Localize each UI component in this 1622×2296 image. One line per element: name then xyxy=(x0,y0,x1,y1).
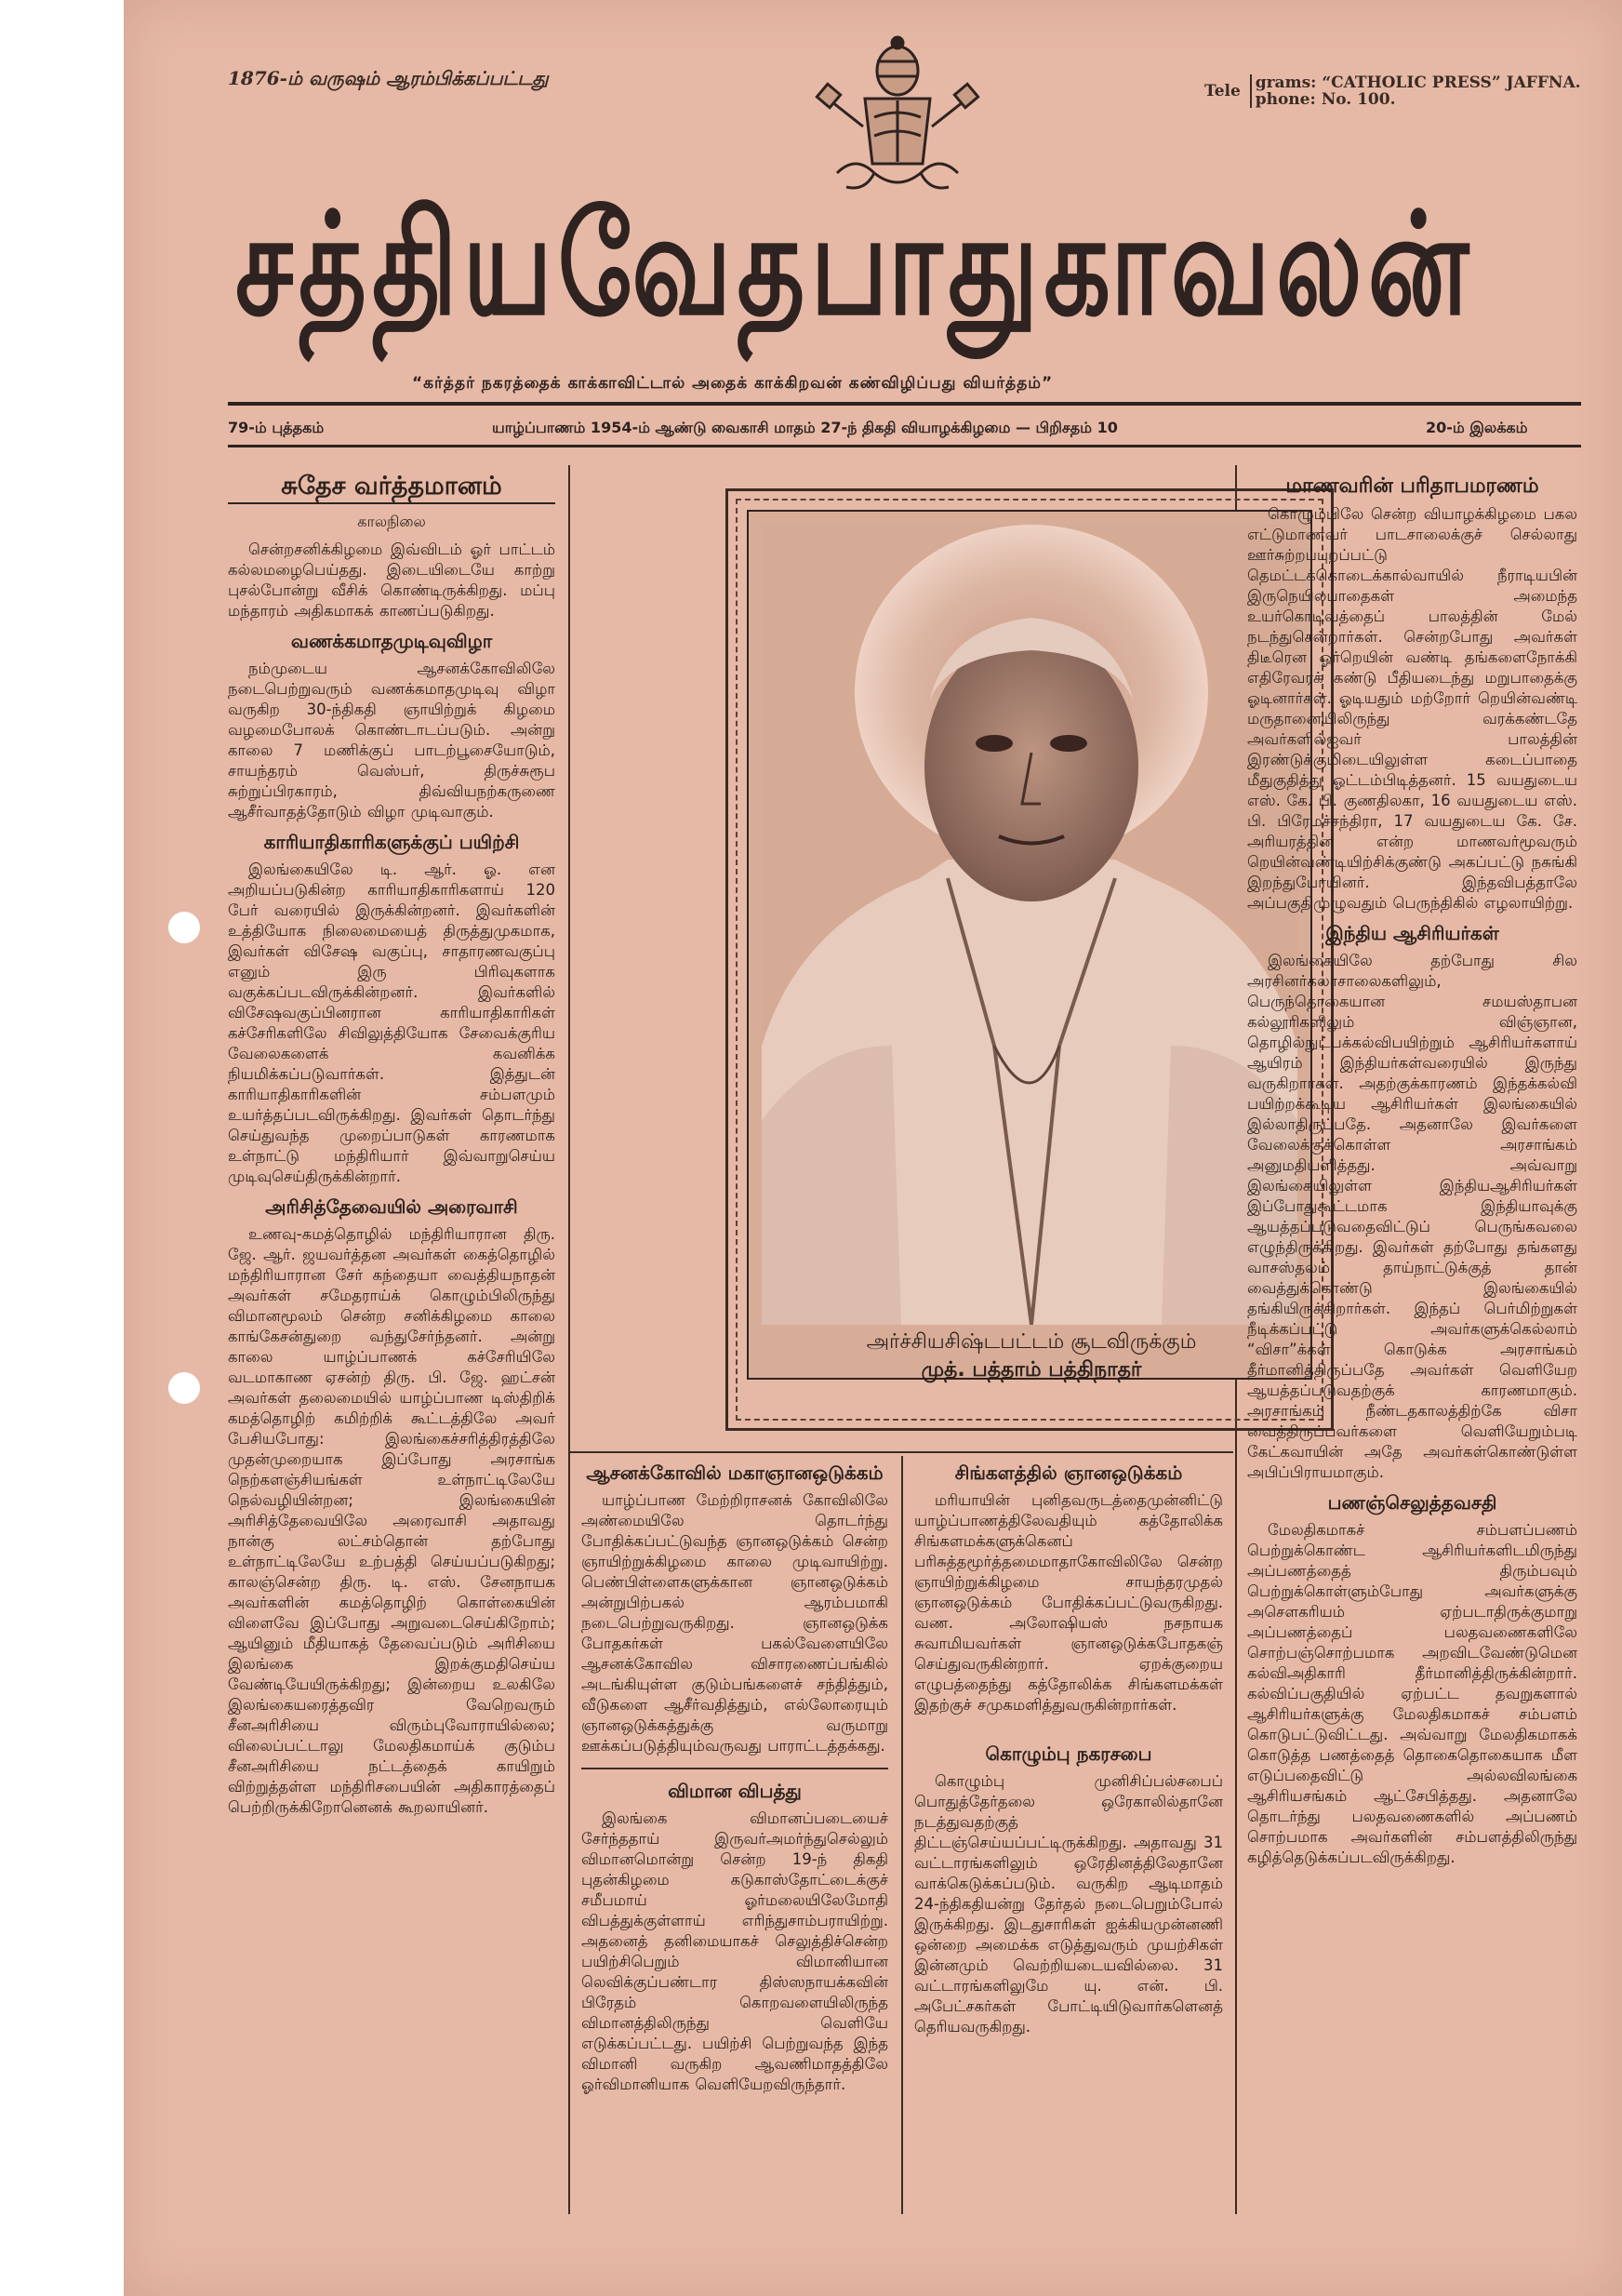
grams-label: grams: xyxy=(1255,73,1317,92)
middle-right-column xyxy=(914,1462,1223,2043)
phone-label: phone: xyxy=(1255,90,1316,109)
article-body: நம்முடைய ஆசனக்கோவிலிலே நடைபெற்றுவரும் வணக்கமாதமுடிவு விழா வருகிற 30-ந்திகதி ஞாயிற்றுக் கிழமை வழமைபோலக் கொண்டாடப்படும். அன்று காலை 7 மணிக்குப் பாடற்பூசையோடும், சாயந்தரம் வெஸ்பர், திருச்சுரூப சுற்றுப்பிரகாரம், திவ்வியநற்கருணை ஆசீர்வாதத்தோடும் விழா முடிவாகும். xyxy=(228,660,555,821)
punch-hole xyxy=(168,912,200,943)
article-body: மேலதிகமாகச் சம்பளப்பணம் பெற்றுக்கொண்ட ஆசிரியர்களிடமிருந்து அப்பணத்தைத் திரும்பவும் பெற்றுக்கொள்ளும்போது அவர்களுக்கு அசௌகரியம் ஏற்படாதிருக்குமாறு அப்பணத்தைப் பலதவணைகளிலே சொற்பஞ்சொற்பமாக அறவிடவேண்டுமென கல்விஅதிகாரி தீர்மானித்திருக்கின்றார். கல்விப்பகுதியில் ஏற்பட்ட தவறுகளால் ஆசிரியர்களுக்கு மேலதிகமாகச் சம்பளம் கொடுபட்டுவிட்டது. அவ்வாறு மேலதிகமாகக் கொடுத்த பணத்தைத் தொகைதொகையாக மீள எடுப்பதைவிட்டு அல்லவிலங்கை ஆசிரியசங்கம் ஆட்சேபித்தது. அதனாலே தொடர்ந்து பலதவணைகளில் அப்பணம் சொற்பமாக அவர்களின் சம்பளத்திலிருந்து கழித்தெடுக்கப்படவிருக்கிறது. xyxy=(1247,1521,1577,1866)
article-title: மாணவரின் பரிதாபமரணம் xyxy=(1285,474,1539,498)
article-body: யாழ்ப்பாண மேற்றிராசனக் கோவிலிலே அண்மையிலே தொடர்ந்து போதிக்கப்பட்டுவந்த ஞானஒடுக்கம் சென்ற ஞாயிற்றுக்கிழமை காலை முடிவாயிற்று. பெண்பிள்ளைகளுக்கான ஞானஒடுக்கம் அன்றுபிற்பகல் ஆரம்பமாகி நடைபெற்றுவருகிறது. ஞானஒடுக்க போதகர்கள் பகல்வேளையிலே ஆசனக்கோவில விசாரணைப்பங்கில் அடங்கியுள்ள குடும்பங்களைச் சந்தித்தும், வீடுகளை ஆசீர்வதித்தும், எல்லோரையும் ஞானஒடுக்கத்துக்கு வருமாறு ஊக்கப்படுத்தியும்வருவது பாராட்டத்தக்கது. xyxy=(581,1491,888,1755)
right-column xyxy=(1247,476,1577,1874)
issue-date: யாழ்ப்பாணம் 1954-ம் ஆண்டு வைகாசி மாதம் 27-ந் திகதி வியாழக்கிழமை — பிறிசதம் 10 xyxy=(492,419,1118,436)
article-title: கொழும்பு நகரசபை xyxy=(985,1742,1152,1765)
column-divider xyxy=(568,465,570,2214)
middle-left-column xyxy=(581,1462,888,2101)
article-title: விமான விபத்து xyxy=(668,1780,802,1802)
article-body: கொழும்பு முனிசிப்பல்சபைப் பொதுத்தேர்தலை ஒரேகாலில்தானே நடத்துவதற்குத் திட்டஞ்செய்யப்பட்டிருக்கிறது. அதாவது 31 வட்டாரங்களிலும் ஒரேதினத்திலேதானே வாக்கெடுக்கப்படும். வருகிற ஆடிமாதம் 24-ந்திகதியன்று தேர்தல் நடைபெறும்போல் இருக்கிறது. இடதுசாரிகள் ஐக்கியமுன்னணி ஒன்றை அமைக்க எடுத்துவரும் முயற்சிகள் இன்னமும் வெற்றியடையவில்லை. 31 வட்டாரங்களிலுமே யு. என். பி. அபேட்சகர்கள் போட்டியிடுவார்களெனத் தெரியவருகிறது. xyxy=(914,1772,1223,2036)
article-title: ஆசனக்கோவில் மகாஞானஒடுக்கம் xyxy=(586,1462,884,1484)
portrait-of-pope-pius-x-image xyxy=(762,525,1297,1325)
phone-value: No. 100. xyxy=(1321,90,1396,109)
section-divider xyxy=(570,1451,1233,1453)
section-heading: வணக்கமாதமுடிவுவிழா xyxy=(290,630,493,652)
papal-tiara-keys-emblem-icon xyxy=(809,33,986,201)
founded-note: 1876-ம் வருஷம் ஆரம்பிக்கப்பட்டது xyxy=(228,67,549,89)
newspaper-page xyxy=(124,0,1622,2296)
article-body: கொழும்பிலே சென்ற வியாழக்கிழமை பகல எட்டுமாணவர் பாடசாலைக்குச் செல்லாது ஊர்சுற்றப்புறப்பட்டு தெமட்டக்கொடைக்கால்வாயில் நீராடியபின் இருநெயிலபாதைகள் அமைந்த உயர்கொடிவத்தைப் பாலத்தின் மேல் நடந்துசென்றார்கள். சென்றபோது அவர்கள் திடீரென ஓர்றெயின் வண்டி தங்களைநோக்கி எதிரேவரக் கண்டு பீதியடைந்து மறுபாதைக்கு ஓடினார்கள். ஓடியதும் மற்றோர் றெயின்வண்டி மருதானையிலிருந்து வரக்கண்டதே அவர்களில்ஐவர் பாலத்தின் இரண்டுக்குமிடையிலுள்ள கடைப்பாதை மீதுகுதித்து ஓட்டம்பிடித்தனர். 15 வயதுடைய எஸ். கே. பி. குணதிலகா, 16 வயதுடைய எஸ். பி. பிரேமச்சந்திரா, 17 வயதுடைய கே. சே. அரியரத்தின என்ற மாணவர்மூவரும் றெயின்வண்டியிற்சிக்குண்டு அகப்பட்டு நசுங்கி இறந்துபோயினர். இந்தவிபத்தாலே அப்பகுதிமுழுவதும் பெருந்திகில் எழலாயிற்று. xyxy=(1247,505,1577,912)
column-divider xyxy=(901,1456,903,2214)
left-column xyxy=(228,472,555,1823)
article-body: சென்றசனிக்கிழமை இவ்விடம் ஓர் பாட்டம் கல்லமழைபெய்தது. இடையிடையே காற்று புசல்போன்று வீசிக் கொண்டிருக்கிறது. மப்பு மந்தாரம் அதிகமாகக் காணப்படுகிறது. xyxy=(228,541,555,620)
masthead-title: சத்தியவேதபாதுகாவலன் xyxy=(235,182,1475,347)
section-heading: காலநிலை xyxy=(357,513,426,530)
section-heading: அரிசித்தேவையில் அரைவாசி xyxy=(265,1195,518,1218)
scan-margin xyxy=(0,0,124,2296)
dateline-top-rule xyxy=(228,402,1581,406)
article-title: சிங்களத்தில் ஞானஒடுக்கம் xyxy=(954,1462,1183,1484)
contact-block xyxy=(1204,74,1581,108)
article-body: இலங்கை விமானப்படையைச் சேர்ந்ததாய் இருவர்அமர்ந்துசெல்லும் விமானமொன்று சென்ற 19-ந் திகதி புதன்கிழமை கடுகாஸ்தோட்டைக்குச் சமீபமாய் ஓர்மலையிலேமோதி விபத்துக்குள்ளாய் எரிந்துசாம்பராயிற்று. அதனைத் தனிமையாகச் செலுத்திச்சென்ற பயிற்சிபெறும் விமானியான லெவிக்குப்பண்டார திஸ்ஸநாயக்கவின் பிரேதம் கொறவளையிலிருந்த விமானத்திலிருந்து வெளியே எடுக்கப்பட்டது. பயிற்சி பெற்றுவந்த இந்த விமானி வருகிற ஆவணிமாதத்திலே ஓர்விமானியாக வெளியேறவிருந்தார். xyxy=(581,1809,888,2093)
issue-number: 20-ம் இலக்கம் xyxy=(1426,419,1528,436)
section-heading: காரியாதிகாரிகளுக்குப் பயிற்சி xyxy=(263,831,520,853)
grams-value: “CATHOLIC PRESS” JAFFNA. xyxy=(1322,73,1581,92)
photo-panel xyxy=(747,510,1312,1380)
punch-hole xyxy=(168,1372,200,1404)
motto: “கர்த்தர் நகரத்தைக் காக்காவிட்டால் அதைக் காக்கிறவன் கண்விழிப்பது வியர்த்தம்” xyxy=(412,374,1054,393)
article-body: இலங்கையிலே தற்போது சில அரசினர்கலாசாலைகளிலும், பெருந்தொகையான சமயஸ்தாபன கல்லூரிகளிலும் விஞ்ஞான, தொழில்நுட்பக்கல்விபயிற்றும் ஆசிரியர்களாய் ஆயிரம் இந்தியர்கள்வரையில் இருந்து வருகிறார்கள். அதற்குக்காரணம் இந்தக்கல்வி பயிற்றக்கூடிய ஆசிரியர்கள் இலங்கையில் இல்லாதிருப்பதே. அதனாலே இவர்களை வேலைக்குக்கொள்ள அரசாங்கம் அனுமதியளித்தது. அவ்வாறு இலங்கையிலுள்ள இந்தியஆசிரியர்கள் இப்போதுகூட்டமாக இந்தியாவுக்கு ஆயத்தப்படுவதைவிட்டுப் பெருங்கவலை எழுந்திருக்கிறது. இவர்கள் தற்போது தங்களது வாசஸ்தலம் தாய்நாட்டுக்குத் தான் வைத்துக்கொண்டு இலங்கையில் தங்கியிருக்கிறார்கள். இந்தப் பெர்மிற்றுகள் நீடிக்கப்பட்டு அவர்களுக்கெல்லாம் “விசா”க்கள் கொடுக்க அரசாங்கம் தீர்மானித்திருப்பதே அவர்கள் வெளியேற ஆயத்தப்படுவதற்குக் காரணமாகும். அரசாங்கம் நீண்டதகாலத்திற்கே விசா வைத்திருப்பவர்களை வெளியேறும்படி கேட்கவாயின் அதே அவர்கள்கொண்டுள்ள அபிப்பிராயமாகும். xyxy=(1247,952,1577,1481)
article-title: இந்திய ஆசிரியர்கள் xyxy=(1325,922,1499,944)
article-body: உணவு-கமத்தொழில் மந்திரியாரான திரு. ஜே. ஆர். ஜயவர்த்தன அவர்கள் கைத்தொழில் மந்திரியாரான சேர் கந்தையா வைத்தியநாதன் அவர்கள் சமேதராய்க் கொழும்பிலிருந்து விமானமூலம் சென்ற சனிக்கிழமை காலை காங்கேசன்துறை வந்துசேர்ந்தனர். அன்று காலை யாழ்ப்பாணக் கச்சேரியிலே வடமாகாண ஏசன்ற் திரு. பி. ஜே. ஹட்சன் அவர்கள் தலைமையில் யாழ்ப்பாண டிஸ்திறிக் கமத்தொழிற் கமிற்றிக் கூட்டத்திலே அவர் பேசியபோது: இலங்கைச்சரித்திரத்திலே முதன்முறையாக இப்போது அரசாங்க நெற்களஞ்சியங்கள் உள்நாட்டிலேயே நெல்வழியின்றன; இலங்கையின் அரிசித்தேவையிலே அரைவாசி அதாவது நான்கு லட்சம்தொன் தற்போது உள்நாட்டிலேயே உற்பத்தி செய்யப்படுகிறது; காலஞ்சென்ற திரு. டி. எஸ். சேனநாயக அவர்களின் கமத்தொழிற் கொள்கையின் விளைவே இப்போது அறுவடைசெய்கிறோம்; ஆயினும் மீதியாகத் தேவைப்படும் அரிசியை இலங்கை இறக்குமதிசெய்ய வேண்டியேயிருக்கிறது; இன்றைய உலகிலே இலங்கையரைத்தவிர வேறெவரும் சீனஅரிசியை விரும்புவோராயில்லை; விலைப்பட்டாலு மேலதிகமாய்க் குடும்ப சீனஅரிசியை நட்டத்தைக் காயிறும் விற்றுத்தள்ள மந்திரிசபையின் அதிகாரத்தைப் பெற்றிருக்கிறோனெனக் கூறலாயினர். xyxy=(228,1225,555,1816)
volume-number: 79-ம் புத்தகம் xyxy=(228,419,325,436)
article-title: பணஞ்செலுத்தவசதி xyxy=(1327,1491,1497,1514)
photo-caption-line-2: முத். பத்தாம் பத்திநாதர் xyxy=(921,1358,1142,1382)
column-title: சுதேச வர்த்தமானம் xyxy=(228,476,555,504)
dateline-bottom-rule xyxy=(228,445,1581,447)
tele-prefix: Tele xyxy=(1204,82,1241,100)
photo-caption-line-1: அர்ச்சியசிஷ்டபட்டம் சூடவிருக்கும் xyxy=(866,1330,1197,1354)
photo-frame xyxy=(725,488,1334,1431)
section-divider xyxy=(581,1768,888,1769)
article-body: இலங்கையிலே டி. ஆர். ஓ. என அறியப்படுகின்ற காரியாதிகாரிகளாய் 120 பேர் வரையில் இருக்கின்றனர். இவர்களின் உத்தியோக நிலைமையைத் திருத்துமுகமாக, இவர்கள் விசேஷ வகுப்பு, சாதாரணவகுப்பு எனும் இரு பிரிவுகளாக வகுக்கப்படவிருக்கின்றனர். இவர்களில் விசேஷவகுப்பினரான காரியாதிகாரிகள் கச்சேரிகளிலே சிவிலுத்தியோக சேவைக்குரிய வேலைகளைக் கவனிக்க நியமிக்கப்படுவார்கள். இத்துடன் காரியாதிகாரிகளின் சம்பளமும் உயர்த்தப்படவிருக்கிறது. இவர்கள் தொடர்ந்து செய்துவந்த முறைப்பாடுகள் காரணமாக உள்நாட்டு மந்திரியார் இவ்வாறுசெய்ய முடிவுசெய்திருக்கின்றார். xyxy=(228,861,555,1185)
article-body: மரியாயின் புனிதவருடத்தைமுன்னிட்டு யாழ்ப்பாணத்திலேவதியும் கத்தோலிக்க சிங்களமக்களுக்கெனப் பரிசுத்தமூர்த்தமைமாதாகோவிலிலே சென்ற ஞாயிற்றுக்கிழமை சாயந்தரமுதல் ஞானஒடுக்கம் போதிக்கப்பட்டுவருகிறது. வண. அலோஷியஸ் நசநாயக சுவாமியவர்கள் ஞானஒடுக்கபோதகஞ் செய்துவருகின்றார். ஏறக்குறைய எழுபத்தைந்து கத்தோலிக்க சிங்களமக்கள் இதற்குச் சமுகமளித்துவருகின்றார்கள். xyxy=(914,1491,1223,1714)
